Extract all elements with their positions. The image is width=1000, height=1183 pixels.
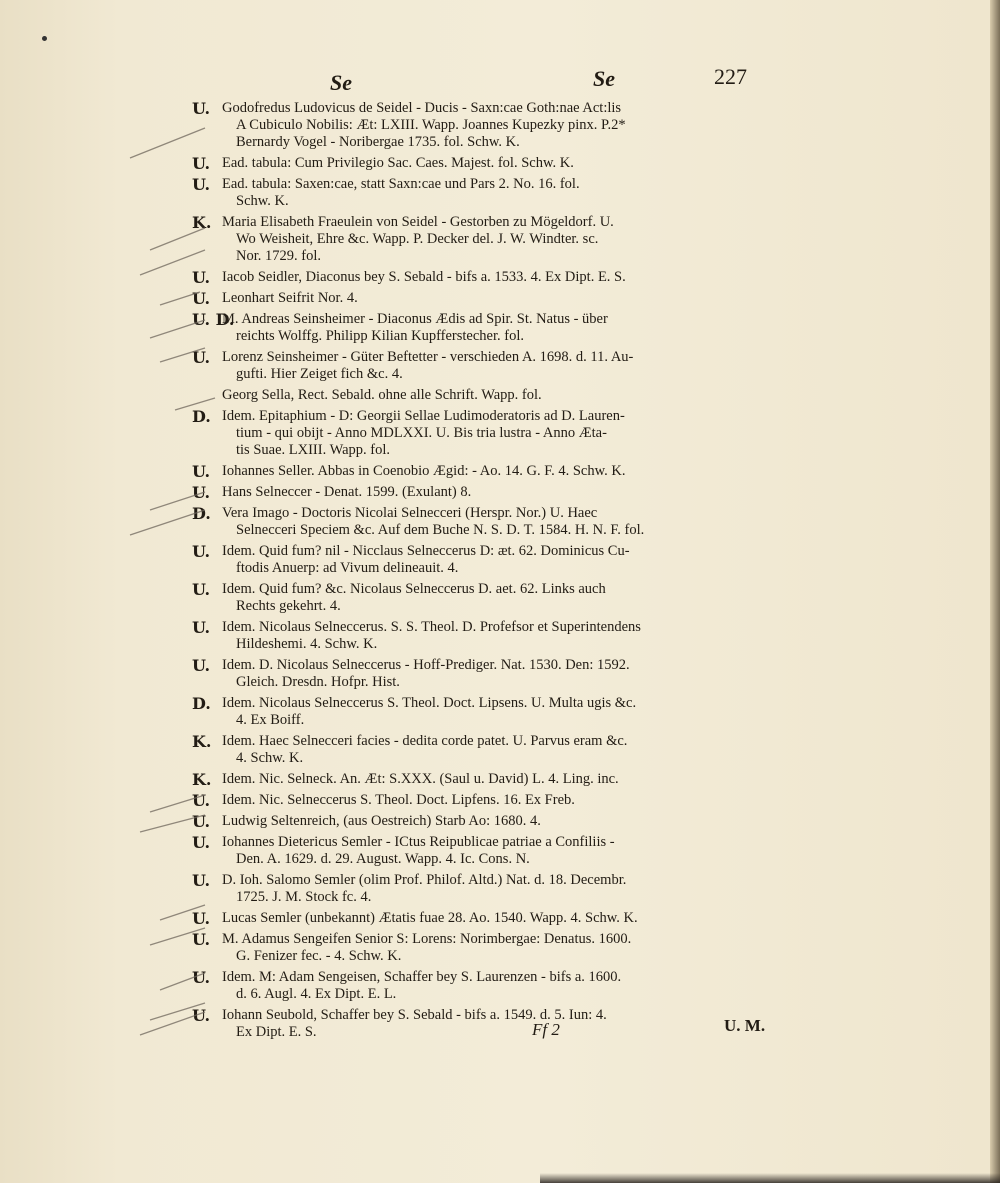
catalog-entry	[190, 619, 770, 653]
catalog-entry	[190, 269, 770, 286]
collection-mark: U.	[192, 154, 211, 173]
entry-line: Idem. Quid fum? &c. Nicolaus Selneccerus D. aet. 62. Links auch	[222, 581, 606, 597]
entry-line: Ludwig Seltenreich, (aus Oestreich) Starb Ao: 1680. 4.	[222, 813, 541, 829]
entry-line: Idem. D. Nicolaus Selneccerus - Hoff-Prediger. Nat. 1530. Den: 1592.	[222, 657, 630, 673]
entry-line: reichts Wolffg. Philipp Kilian Kupfferstecher. fol.	[236, 328, 524, 344]
entry-line: Vera Imago - Doctoris Nicolai Selnecceri (Herspr. Nor.) U. Haec	[222, 505, 598, 521]
entry-line: D. Ioh. Salomo Semler (olim Prof. Philof. Altd.) Nat. d. 18. Decembr.	[222, 872, 627, 888]
entry-line: Georg Sella, Rect. Sebald. ohne alle Schrift. Wapp. fol.	[222, 387, 542, 403]
entry-line: Idem. Nic. Selneccerus S. Theol. Doct. Lipfens. 16. Ex Freb.	[222, 792, 575, 808]
catalog-entry	[190, 505, 770, 539]
entry-line: Hans Selneccer - Denat. 1599. (Exulant) 8.	[222, 484, 472, 500]
entry-line: Ead. tabula: Saxen:cae, statt Saxn:cae und Pars 2. No. 16. fol.	[222, 176, 580, 192]
entry-line: Idem. Haec Selnecceri facies - dedita corde patet. U. Parvus eram &c.	[222, 733, 628, 749]
entry-line: Idem. Nic. Selneck. An. Æt: S.XXX. (Saul u. David) L. 4. Ling. inc.	[222, 771, 619, 787]
entry-line: Nor. 1729. fol.	[236, 248, 321, 264]
entry-line: Idem. Nicolaus Selneccerus S. Theol. Doct. Lipsens. U. Multa ugis &c.	[222, 695, 637, 711]
collection-mark: U.	[192, 618, 211, 637]
entry-line: Idem. M: Adam Sengeisen, Schaffer bey S. Laurenzen - bifs a. 1600.	[222, 969, 622, 985]
entry-line: 4. Ex Boiff.	[236, 712, 305, 728]
signature-mark: Ff 2	[532, 1020, 560, 1039]
catchword: U. M.	[724, 1016, 766, 1035]
entry-line: tium - qui obijt - Anno MDLXXI. U. Bis tria lustra - Anno Æta-	[236, 425, 607, 441]
entry-line: Lorenz Seinsheimer - Güter Beftetter - verschieden A. 1698. d. 11. Au-	[222, 349, 634, 365]
entry-line: Iohannes Seller. Abbas in Coenobio Ægid: - Ao. 14. G. F. 4. Schw. K.	[222, 463, 626, 479]
entry-line: Iohann Seubold, Schaffer bey S. Sebald - bifs a. 1549. d. 5. Iun: 4.	[222, 1007, 607, 1023]
page-shadow	[540, 1173, 1000, 1183]
entry-line: 1725. J. M. Stock fc. 4.	[236, 889, 372, 905]
catalog-entry	[190, 733, 770, 767]
collection-mark: U.	[192, 833, 211, 852]
catalog-entry	[190, 311, 770, 345]
entry-line: G. Fenizer fec. - 4. Schw. K.	[236, 948, 402, 964]
entry-line: 4. Schw. K.	[236, 750, 304, 766]
collection-mark: U.	[192, 289, 211, 308]
catalog-entry	[190, 969, 770, 1003]
collection-mark: U.	[192, 812, 211, 831]
page-number: 227	[714, 64, 747, 89]
catalog-entry	[190, 657, 770, 691]
entry-line: Idem. Epitaphium - D: Georgii Sellae Ludimoderatoris ad D. Lauren-	[222, 408, 625, 424]
entry-line: Wo Weisheit, Ehre &c. Wapp. P. Decker del. J. W. Windter. sc.	[236, 231, 599, 247]
ink-speck	[42, 36, 47, 41]
collection-mark: K.	[192, 732, 212, 751]
entry-line: Den. A. 1629. d. 29. August. Wapp. 4. Ic. Cons. N.	[236, 851, 530, 867]
collection-mark: U.	[192, 175, 211, 194]
page-edge	[990, 0, 1000, 1183]
catalog-entry	[190, 581, 770, 615]
page-footer	[0, 1016, 990, 1046]
catalog-entry	[190, 910, 770, 927]
catalog-entry	[190, 872, 770, 906]
collection-mark: D.	[192, 407, 211, 426]
entry-line: tis Suae. LXIII. Wapp. fol.	[236, 442, 391, 458]
entry-line: Iacob Seidler, Diaconus bey S. Sebald - bifs a. 1533. 4. Ex Dipt. E. S.	[222, 269, 626, 285]
entry-line: Ead. tabula: Cum Privilegio Sac. Caes. Majest. fol. Schw. K.	[222, 155, 574, 171]
collection-mark: K.	[192, 770, 212, 789]
entry-line: Gleich. Dresdn. Hofpr. Hist.	[236, 674, 400, 690]
entry-line: Bernardy Vogel - Noribergae 1735. fol. Schw. K.	[236, 134, 520, 150]
entry-line: gufti. Hier Zeiget fich &c. 4.	[236, 366, 403, 382]
catalog-entry	[190, 813, 770, 830]
catalog-entry	[190, 349, 770, 383]
collection-mark: U.	[192, 462, 211, 481]
collection-mark: U.	[192, 930, 211, 949]
catalog-entry	[190, 408, 770, 459]
entry-line: Ex Dipt. E. S.	[236, 1024, 317, 1040]
running-head-right: Se	[593, 66, 615, 91]
page-header	[0, 64, 990, 104]
entry-line: Iohannes Dietericus Semler - ICtus Reipublicae patriae a Confiliis -	[222, 834, 615, 850]
entry-line: Lucas Semler (unbekannt) Ætatis fuae 28. Ao. 1540. Wapp. 4. Schw. K.	[222, 910, 638, 926]
catalog-entry	[190, 484, 770, 501]
collection-mark: U.	[192, 791, 211, 810]
collection-mark: U.	[192, 1006, 211, 1025]
entry-line: M. Adamus Sengeifen Senior S: Lorens: Norimbergae: Denatus. 1600.	[222, 931, 632, 947]
entry-line: Selnecceri Speciem &c. Auf dem Buche N. S. D. T. 1584. H. N. F. fol.	[236, 522, 645, 538]
catalog-entry	[190, 100, 770, 151]
collection-mark: U.	[192, 348, 211, 367]
catalog-entry	[190, 155, 770, 172]
collection-mark: U.	[192, 542, 211, 561]
collection-mark: U.	[192, 968, 211, 987]
catalog-entry	[190, 695, 770, 729]
collection-mark: U.	[192, 268, 211, 287]
catalog-entry	[190, 792, 770, 809]
catalog-entry	[190, 771, 770, 788]
catalog-entry	[190, 387, 770, 404]
collection-mark: U.	[192, 871, 211, 890]
entry-line: ftodis Anuerp: ad Vivum delineauit. 4.	[236, 560, 459, 576]
collection-mark: U.	[192, 99, 211, 118]
catalog-entry	[190, 834, 770, 868]
entry-line: Leonhart Seifrit Nor. 4.	[222, 290, 358, 306]
catalog-entry	[190, 176, 770, 210]
entry-line: Idem. Nicolaus Selneccerus. S. S. Theol. D. Profefsor et Superintendens	[222, 619, 641, 635]
catalog-entry	[190, 463, 770, 480]
entry-line: Maria Elisabeth Fraeulein von Seidel - Gestorben zu Mögeldorf. U.	[222, 214, 614, 230]
entry-line: Rechts gekehrt. 4.	[236, 598, 341, 614]
collection-mark: U.	[192, 483, 211, 502]
catalog-entry	[190, 290, 770, 307]
catalog-entry	[190, 543, 770, 577]
collection-mark: K.	[192, 213, 212, 232]
collection-mark: D.	[192, 694, 211, 713]
collection-mark: U.	[192, 656, 211, 675]
catalog-entries	[190, 100, 770, 1045]
catalog-entry	[190, 931, 770, 965]
collection-mark: U.	[192, 580, 211, 599]
entry-line: A Cubiculo Nobilis: Æt: LXIII. Wapp. Joannes Kupezky pinx. P.2*	[236, 117, 626, 133]
running-head-left: Se	[330, 70, 352, 95]
entry-line: Hildeshemi. 4. Schw. K.	[236, 636, 378, 652]
entry-line: Idem. Quid fum? nil - Nicclaus Selneccerus D: æt. 62. Dominicus Cu-	[222, 543, 630, 559]
entry-line: M. Andreas Seinsheimer - Diaconus Ædis ad Spir. St. Natus - über	[222, 311, 608, 327]
entry-line: d. 6. Augl. 4. Ex Dipt. E. L.	[236, 986, 397, 1002]
entry-line: Godofredus Ludovicus de Seidel - Ducis - Saxn:cae Goth:nae Act:lis	[222, 100, 622, 116]
collection-mark: U. D.	[192, 310, 235, 329]
catalog-entry	[190, 214, 770, 265]
collection-mark: D.	[192, 504, 211, 523]
entry-line: Schw. K.	[236, 193, 289, 209]
collection-mark: U.	[192, 909, 211, 928]
